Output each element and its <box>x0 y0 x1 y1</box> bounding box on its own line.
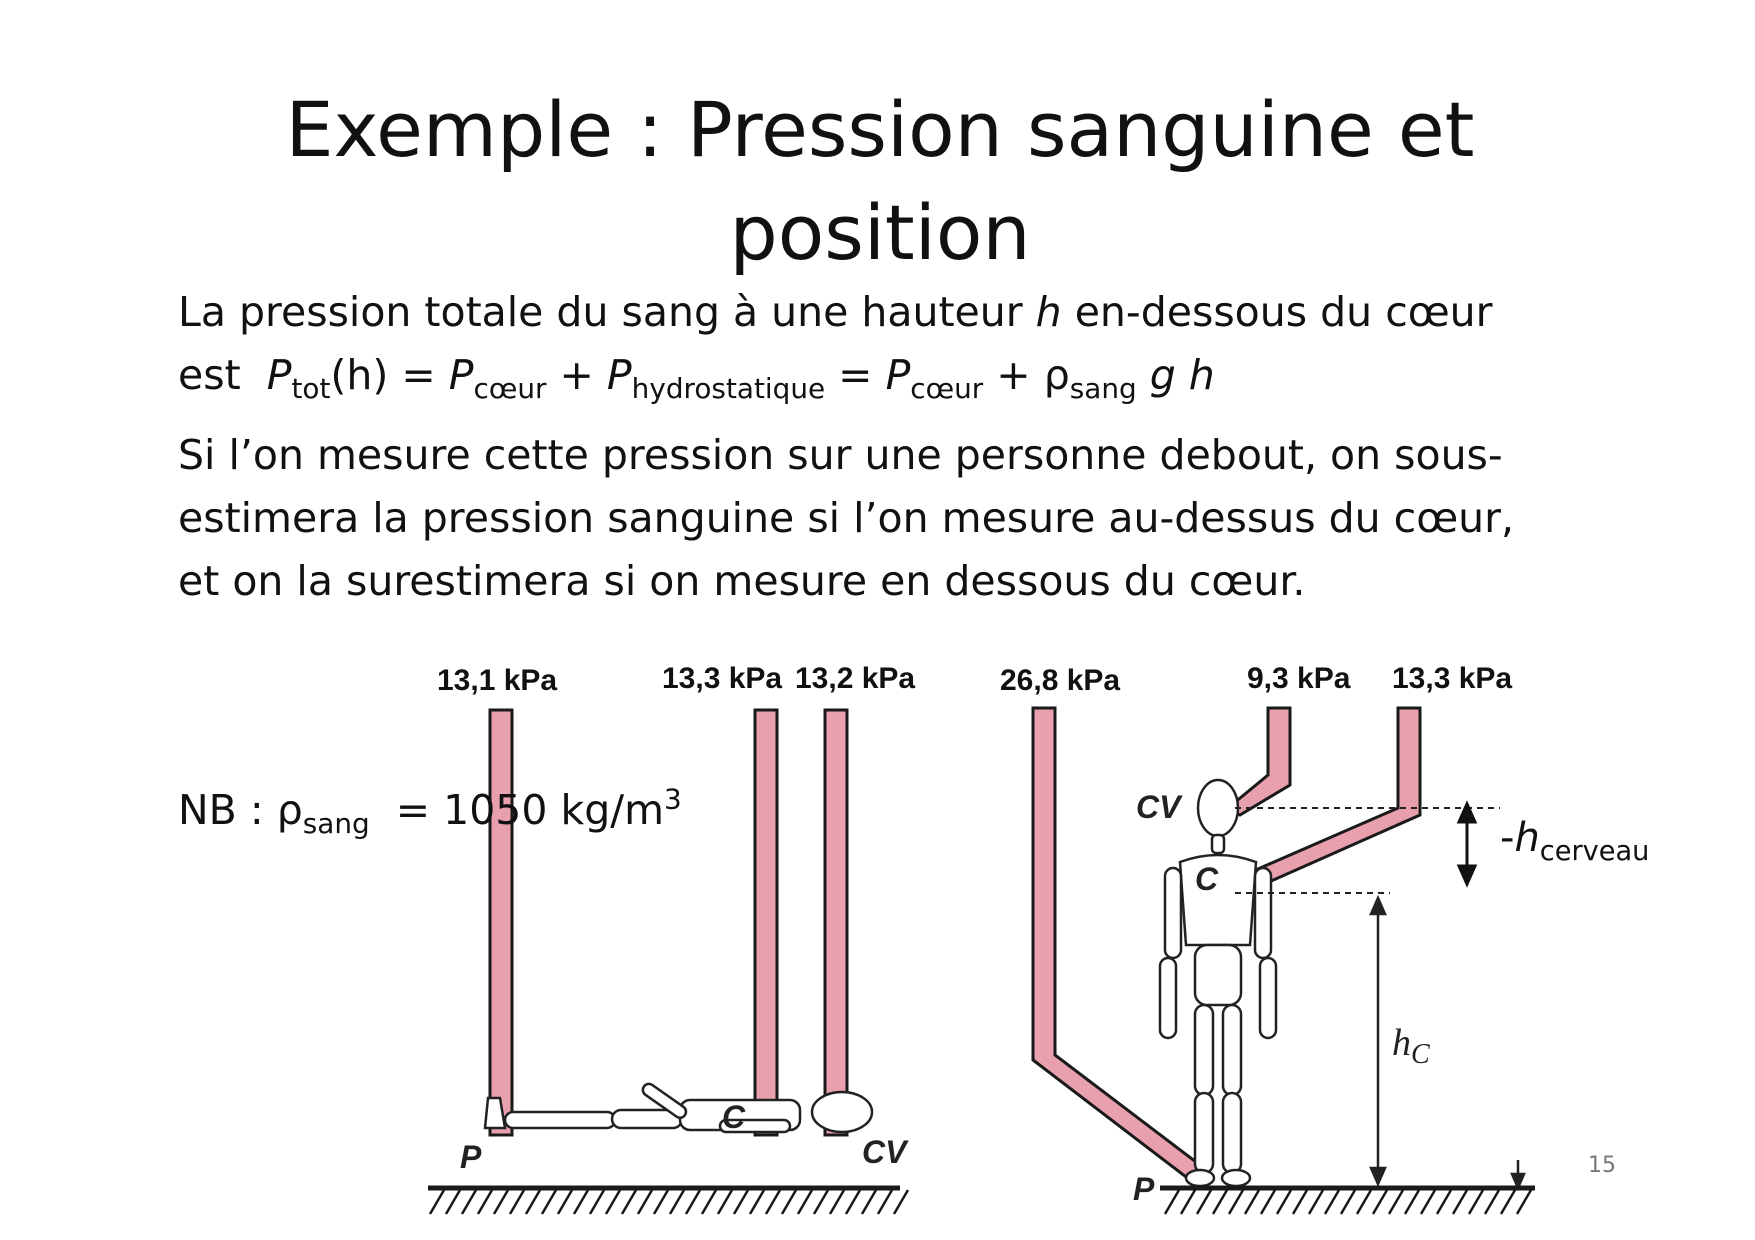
symbol-P: P <box>448 351 474 399</box>
exponent-3: 3 <box>664 782 682 816</box>
ground-hatch-stroke <box>430 1190 444 1214</box>
text-segment: La pression totale du sang à une hauteur <box>178 288 1036 336</box>
ground-hatch-stroke <box>1453 1190 1467 1214</box>
standing-mannequin <box>1160 780 1276 1186</box>
manometer-tube-feet <box>490 710 512 1135</box>
ground-hatch-stroke <box>894 1190 908 1214</box>
point-CV-right: CV <box>1136 789 1181 825</box>
hc-letter: h <box>1392 1022 1411 1064</box>
subscript-sang: sang <box>1069 372 1137 406</box>
ground-hatch-stroke <box>654 1190 668 1214</box>
ground-hatch-stroke <box>606 1190 620 1214</box>
height-arrow-hc <box>1371 898 1385 1184</box>
ground-arrow-right <box>1512 1160 1524 1188</box>
ground-hatch-stroke <box>1165 1190 1179 1214</box>
title-line-2: position <box>729 188 1031 277</box>
ground-hatch-stroke <box>1213 1190 1227 1214</box>
ground-hatch-stroke <box>1341 1190 1355 1214</box>
subscript-coeur: cœur <box>473 372 547 406</box>
subscript-sang: sang <box>302 807 370 841</box>
pressure-label-feet-standing: 26,8 kPa <box>1000 664 1121 697</box>
ground-hatch-stroke <box>462 1190 476 1214</box>
ground-hatch-stroke <box>1197 1190 1211 1214</box>
symbol-gh: g h <box>1136 351 1215 399</box>
ground-hatch-stroke <box>830 1190 844 1214</box>
variable-h: h <box>1035 288 1062 336</box>
ground-hatch-stroke <box>1373 1190 1387 1214</box>
ground-hatch-stroke <box>670 1190 684 1214</box>
ground-hatch-stroke <box>766 1190 780 1214</box>
lying-mannequin <box>485 1082 872 1132</box>
point-C-right: C <box>1195 861 1219 897</box>
h-cerveau-label <box>1500 815 1650 867</box>
paragraph-2-line-1: Si l’on mesure cette pression sur une personne debout, on sous- <box>178 431 1503 479</box>
subscript-coeur: cœur <box>910 372 984 406</box>
pressure-label-brain-standing: 9,3 kPa <box>1247 662 1351 695</box>
density-value: = 1050 kg/m <box>369 786 665 834</box>
ground-hatch-stroke <box>718 1190 732 1214</box>
pressure-label-heart: 13,3 kPa <box>662 662 783 695</box>
ground-hatch-stroke <box>1501 1190 1515 1214</box>
symbol-P: P <box>885 351 911 399</box>
hc-label <box>1392 1022 1430 1070</box>
hc-subscript: C <box>1411 1039 1430 1070</box>
h-letter: h <box>1514 815 1540 861</box>
pressure-label-feet: 13,1 kPa <box>437 664 558 697</box>
ground-hatch-stroke <box>1405 1190 1419 1214</box>
nb-prefix: NB : <box>178 786 277 834</box>
nb-density-note <box>178 782 682 841</box>
ground-hatch-stroke <box>542 1190 556 1214</box>
ground-hatch-stroke <box>526 1190 540 1214</box>
pressure-label-heart-standing: 13,3 kPa <box>1392 662 1513 695</box>
text-segment: (h) = <box>330 351 449 399</box>
ground-hatch-stroke <box>686 1190 700 1214</box>
ground-hatch-stroke <box>878 1190 892 1214</box>
slide-number: 15 <box>1588 1153 1616 1178</box>
ground-hatch-stroke <box>798 1190 812 1214</box>
ground-hatch-stroke <box>590 1190 604 1214</box>
operator-plus: + <box>983 351 1044 399</box>
point-P-left: P <box>460 1139 482 1175</box>
ground-hatch-stroke <box>558 1190 572 1214</box>
point-CV-left: CV <box>862 1134 907 1170</box>
ground-hatch-stroke <box>846 1190 860 1214</box>
ground-hatch-stroke <box>702 1190 716 1214</box>
ground-hatch-stroke <box>1293 1190 1307 1214</box>
ground-hatch-stroke <box>446 1190 460 1214</box>
ground-hatching-left <box>430 1190 908 1214</box>
point-C-left: C <box>722 1099 746 1135</box>
ground-hatch-stroke <box>510 1190 524 1214</box>
ground-hatch-stroke <box>1485 1190 1499 1214</box>
ground-hatch-stroke <box>574 1190 588 1214</box>
ground-hatch-stroke <box>622 1190 636 1214</box>
minus-sign: - <box>1500 815 1515 861</box>
ground-hatch-stroke <box>1325 1190 1339 1214</box>
ground-hatch-stroke <box>1421 1190 1435 1214</box>
cerveau-subscript: cerveau <box>1539 835 1650 867</box>
subscript-tot: tot <box>291 372 331 406</box>
ground-hatching-right <box>1165 1190 1531 1214</box>
ground-hatch-stroke <box>1229 1190 1243 1214</box>
ground-hatch-stroke <box>494 1190 508 1214</box>
ground-hatch-stroke <box>1245 1190 1259 1214</box>
symbol-rho: ρ <box>276 786 303 834</box>
paragraph-2-line-3: et on la surestimera si on mesure en dessous du cœur. <box>178 557 1306 605</box>
subscript-hydrostatique: hydrostatique <box>631 372 826 406</box>
ground-hatch-stroke <box>1181 1190 1195 1214</box>
ground-hatch-stroke <box>1517 1190 1531 1214</box>
ground-hatch-stroke <box>862 1190 876 1214</box>
ground-hatch-stroke <box>814 1190 828 1214</box>
title-line-1: Exemple : Pression sanguine et <box>285 85 1475 174</box>
symbol-P: P <box>266 351 292 399</box>
symbol-rho: ρ <box>1043 351 1070 399</box>
ground-hatch-stroke <box>750 1190 764 1214</box>
ground-hatch-stroke <box>782 1190 796 1214</box>
point-P-right: P <box>1133 1171 1155 1207</box>
ground-hatch-stroke <box>1277 1190 1291 1214</box>
ground-hatch-stroke <box>1261 1190 1275 1214</box>
ground-hatch-stroke <box>478 1190 492 1214</box>
ground-hatch-stroke <box>1357 1190 1371 1214</box>
ground-hatch-stroke <box>638 1190 652 1214</box>
manometer-tube-heart <box>755 710 777 1135</box>
operator-equals: = <box>825 351 886 399</box>
paragraph-2-line-2: estimera la pression sanguine si l’on mesure au-dessus du cœur, <box>178 494 1515 542</box>
ground-hatch-stroke <box>734 1190 748 1214</box>
text-segment: est <box>178 351 267 399</box>
ground-hatch-stroke <box>1309 1190 1323 1214</box>
pressure-label-brain: 13,2 kPa <box>795 662 916 695</box>
text-segment: en-dessous du cœur <box>1061 288 1493 336</box>
right-panel-standing <box>1000 662 1535 1214</box>
ground-hatch-stroke <box>1389 1190 1403 1214</box>
ground-hatch-stroke <box>1437 1190 1451 1214</box>
left-panel-lying <box>428 662 915 1214</box>
height-arrow-hcerveau <box>1459 804 1475 884</box>
ground-hatch-stroke <box>1469 1190 1483 1214</box>
manometer-tube-brain <box>825 710 847 1135</box>
symbol-P: P <box>606 351 632 399</box>
operator-plus: + <box>546 351 607 399</box>
